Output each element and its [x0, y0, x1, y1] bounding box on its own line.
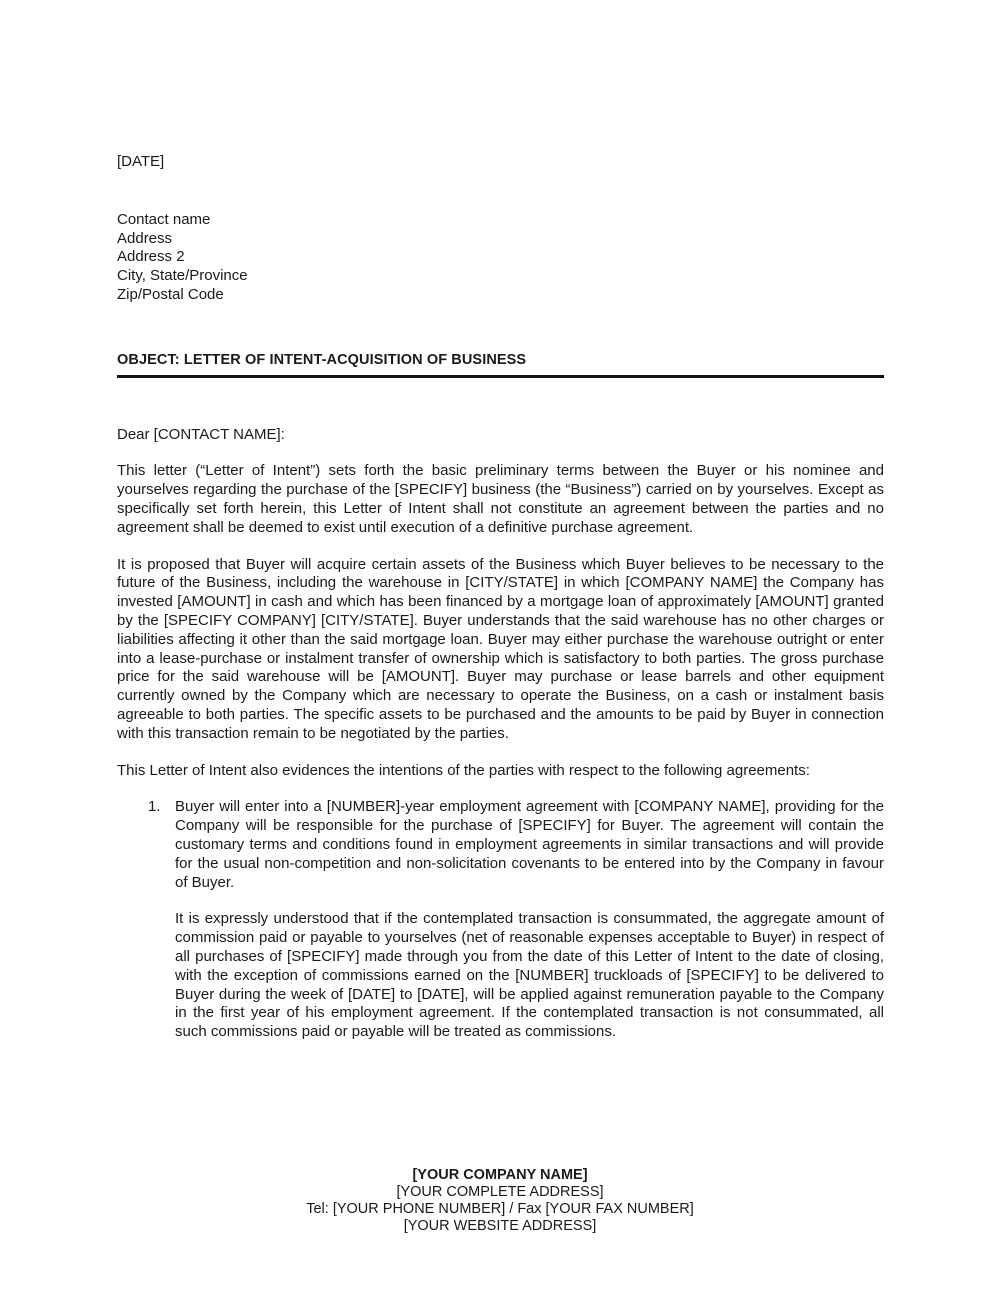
paragraph-intro: This letter (“Letter of Intent”) sets forth the basic preliminary terms between the Buyer or his nominee and yourselves regarding the purchase of the [SPECIFY] business (the “Business”) carried on by yourselves. Except as specifically set forth herein, this Letter of Intent shall not constitute an agreement between the parties and no agreement shall be deemed to exist until execution of a definitive purchase agreement.: [117, 462, 884, 536]
letter-footer: [0, 1167, 1000, 1235]
list-item: [117, 798, 884, 1042]
agreement-paragraph: Buyer will enter into a [NUMBER]-year employment agreement with [COMPANY NAME], providing for the Company will be responsible for the purchase of [SPECIFY] for Buyer. The agreement will contain the customary terms and conditions found in employment agreements in similar transactions and will provide for the usual non-competition and non-solicitation covenants to be entered into by the Company in favour of Buyer.: [175, 798, 884, 891]
footer-company: [YOUR COMPANY NAME]: [412, 1167, 588, 1183]
address-contact: Contact name: [117, 210, 211, 228]
agreements-list: [117, 798, 884, 1042]
footer-address: [YOUR COMPLETE ADDRESS]: [396, 1184, 604, 1200]
agreements-intro: This Letter of Intent also evidences the intentions of the parties with respect to the following agreements:: [117, 761, 810, 779]
subject-line: OBJECT: LETTER OF INTENT-ACQUISITION OF BUSINESS: [117, 351, 884, 378]
letter-date: [DATE]: [117, 153, 165, 170]
footer-contact: Tel: [YOUR PHONE NUMBER] / Fax [YOUR FAX NUMBER]: [306, 1201, 694, 1217]
footer-website: [YOUR WEBSITE ADDRESS]: [403, 1218, 597, 1234]
letter-body: [117, 153, 884, 1042]
agreement-paragraph: It is expressly understood that if the contemplated transaction is consummated, the aggregate amount of commission paid or payable to yourselves (net of reasonable expenses acceptable to Buyer) in respect of all purchases of [SPECIFY] made through you from the date of this Letter of Intent to the date of closing, with the exception of commissions earned on the [NUMBER] truckloads of [SPECIFY] to be delivered to Buyer during the week of [DATE] to [DATE], will be applied against remuneration payable to the Company in the first year of his employment agreement. If the contemplated transaction is not consummated, all such commissions paid or payable will be treated as commissions.: [175, 910, 884, 1041]
list-item-number: 1.: [148, 798, 161, 816]
address-line1: Address: [117, 229, 173, 247]
address-city: City, State/Province: [117, 267, 248, 285]
salutation: Dear [CONTACT NAME]:: [117, 425, 285, 443]
recipient-address: [117, 211, 884, 305]
address-zip: Zip/Postal Code: [117, 285, 224, 303]
paragraph-proposal: It is proposed that Buyer will acquire certain assets of the Business which Buyer believes to be necessary to the future of the Business, including the warehouse in [CITY/STATE] in which [COMPANY NAME] the Company has invested [AMOUNT] in cash and which has been financed by a mortgage loan of approximately [AMOUNT] granted by the [SPECIFY COMPANY] [CITY/STATE]. Buyer understands that the said warehouse has no other charges or liabilities affecting it other than the said mortgage loan. Buyer may either purchase the warehouse outright or enter into a lease-purchase or instalment transfer of ownership which is satisfactory to both parties. The gross purchase price for the said warehouse will be [AMOUNT]. Buyer may purchase or lease barrels and other equipment currently owned by the Company which are necessary to operate the Business, on a cash or instalment basis agreeable to both parties. The specific assets to be purchased and the amounts to be paid by Buyer in connection with this transaction remain to be negotiated by the parties.: [117, 555, 884, 742]
address-line2: Address 2: [117, 248, 185, 266]
